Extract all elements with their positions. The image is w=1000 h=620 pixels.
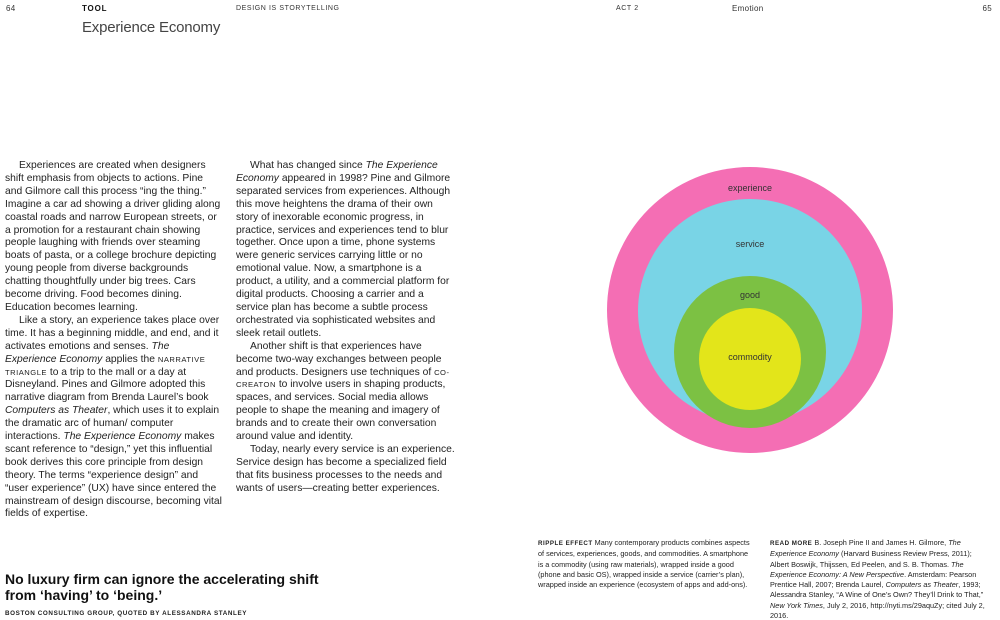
text-run: Today, nearly every service is an experience. Service design has become a specialized field that fits business processes to the needs and wants of users—creating better experiences. [236,443,455,494]
publication-title: New York Times [770,600,823,610]
book-title: The Experience Economy [5,340,170,365]
ripple-diagram [600,160,900,460]
ring-label-good: good [739,290,761,300]
paragraph [236,341,456,444]
body-column-right [236,160,456,496]
book-title: Computers as Theater [885,580,959,590]
term-small-caps: CO-CREATON [236,367,450,390]
running-title: DESIGN IS STORYTELLING [236,5,340,12]
text-run: . Amsterdam: Pearson Prentice Hall, 2007; Brenda Laurel, [770,569,977,590]
book-title: The Experience Economy: A New Perspective [770,559,964,579]
section-label: TOOL [82,4,108,13]
page-number-right: 65 [982,4,992,13]
caption-text: Many contemporary products combines aspects of services, experiences, goods, and commodities. A smartphone is a commodity (using raw materials), wrapped inside a good (phone and basic OS), wrapped inside a service (carrier’s plan), wrapped inside an experience (ecosystem of apps and add-ons). [538,538,750,590]
text-run: Experiences are created when designers shift emphasis from objects to actions. Pine and Gilmore call this process “ing the thing.” Imagine a car ad showing a driver gliding along coastal roads and narrow European streets, or a promotion for a restaurant chain showing people laughing with friends over steaming boats of pasta, or a college brochure depicting young people from diverse backgrounds chatting thoughtfully under big trees. Cars become driving. Food becomes dining. Education becomes learning. [5,160,221,313]
text-run: Like a story, an experience takes place over time. It has a beginning middle, and end, and it activates emotions and senses. [5,314,220,352]
text-run: , July 2, 2016, http://nyti.ms/29aquZy; cited July 2, 2016. [770,600,985,620]
book-title: Computers as Theater [5,405,108,417]
text-run: (Harvard Business Review Press, 2011); Albert Boswijk, Thijssen, Ed Peelen, and S. B. Thomas. [770,549,972,569]
paragraph [5,160,223,315]
book-title: The Experience Economy [236,160,438,184]
text-run: B. Joseph Pine II and James H. Gilmore, [814,538,947,547]
read-more-lead: READ MORE [770,540,813,547]
term-small-caps: NARRATIVE TRIANGLE [5,354,206,377]
figure-caption [538,538,750,590]
caption-lead: RIPPLE EFFECT [538,540,593,547]
paragraph [236,444,456,496]
paragraph [236,160,456,341]
text-run: , 1993; Alessandra Stanley, “A Wine of One’s Own? They’ll Drink to That,” [770,580,984,600]
text-run: Another shift is that experiences have become two-way exchanges between people and products. Designers use techniques of [236,340,442,378]
text-run: , which uses it to explain the dramatic arc of human/ computer interactions. [5,405,220,443]
quote-attribution: BOSTON CONSULTING GROUP, QUOTED BY ALESSANDRA STANLEY [5,610,248,617]
text-run: applies the [105,353,155,365]
body-column-left [5,160,223,521]
text-run: makes scant reference to “design,” yet this influential book derives this core principle from design theory. The terms “experience design” and “user experience” (UX) have since entered the mainstream of design discourse, becoming vital fields of expertise. [5,431,222,520]
read-more [770,538,992,620]
text-run: What has changed since [250,160,363,171]
ring-label-service: service [735,239,765,249]
book-title: The Experience Economy [770,538,961,559]
act-label: ACT 2 [616,5,639,12]
page-number-left: 64 [6,4,16,13]
text-run: to a trip to the mall or a day at Disneyland. Pines and Gilmore adopted this narrative diagram from Brenda Laurel’s book [5,366,209,404]
book-title: The Experience Economy [63,431,182,443]
text-run: to involve users in shaping products, spaces, and services. Social media allows people to shape the meaning and imagery of brands and to create their own conversation around value and identity. [236,379,446,443]
ring-label-experience: experience [727,183,773,193]
pull-quote: No luxury firm can ignore the accelerating shift from ‘having’ to ‘being.’ [5,571,319,603]
paragraph [5,315,223,522]
chapter-label: Emotion [732,4,764,13]
page-title: Experience Economy [82,19,221,36]
text-run: appeared in 1998? Pine and Gilmore separated services from experiences. Although this move heightens the drama of their own story of inexorable economic progress, in practice, services and experiences tend to blur together. Once upon a time, phone systems were generic services carrying little or no emotional value. Now, a smartphone is a product, a utility, and a commercial platform for digital products. Choosing a carrier and a service plan has become a subtle process orchestrated via sophisticated websites and sleek retail outlets. [236,172,451,339]
ring-label-commodity: commodity [728,352,772,362]
